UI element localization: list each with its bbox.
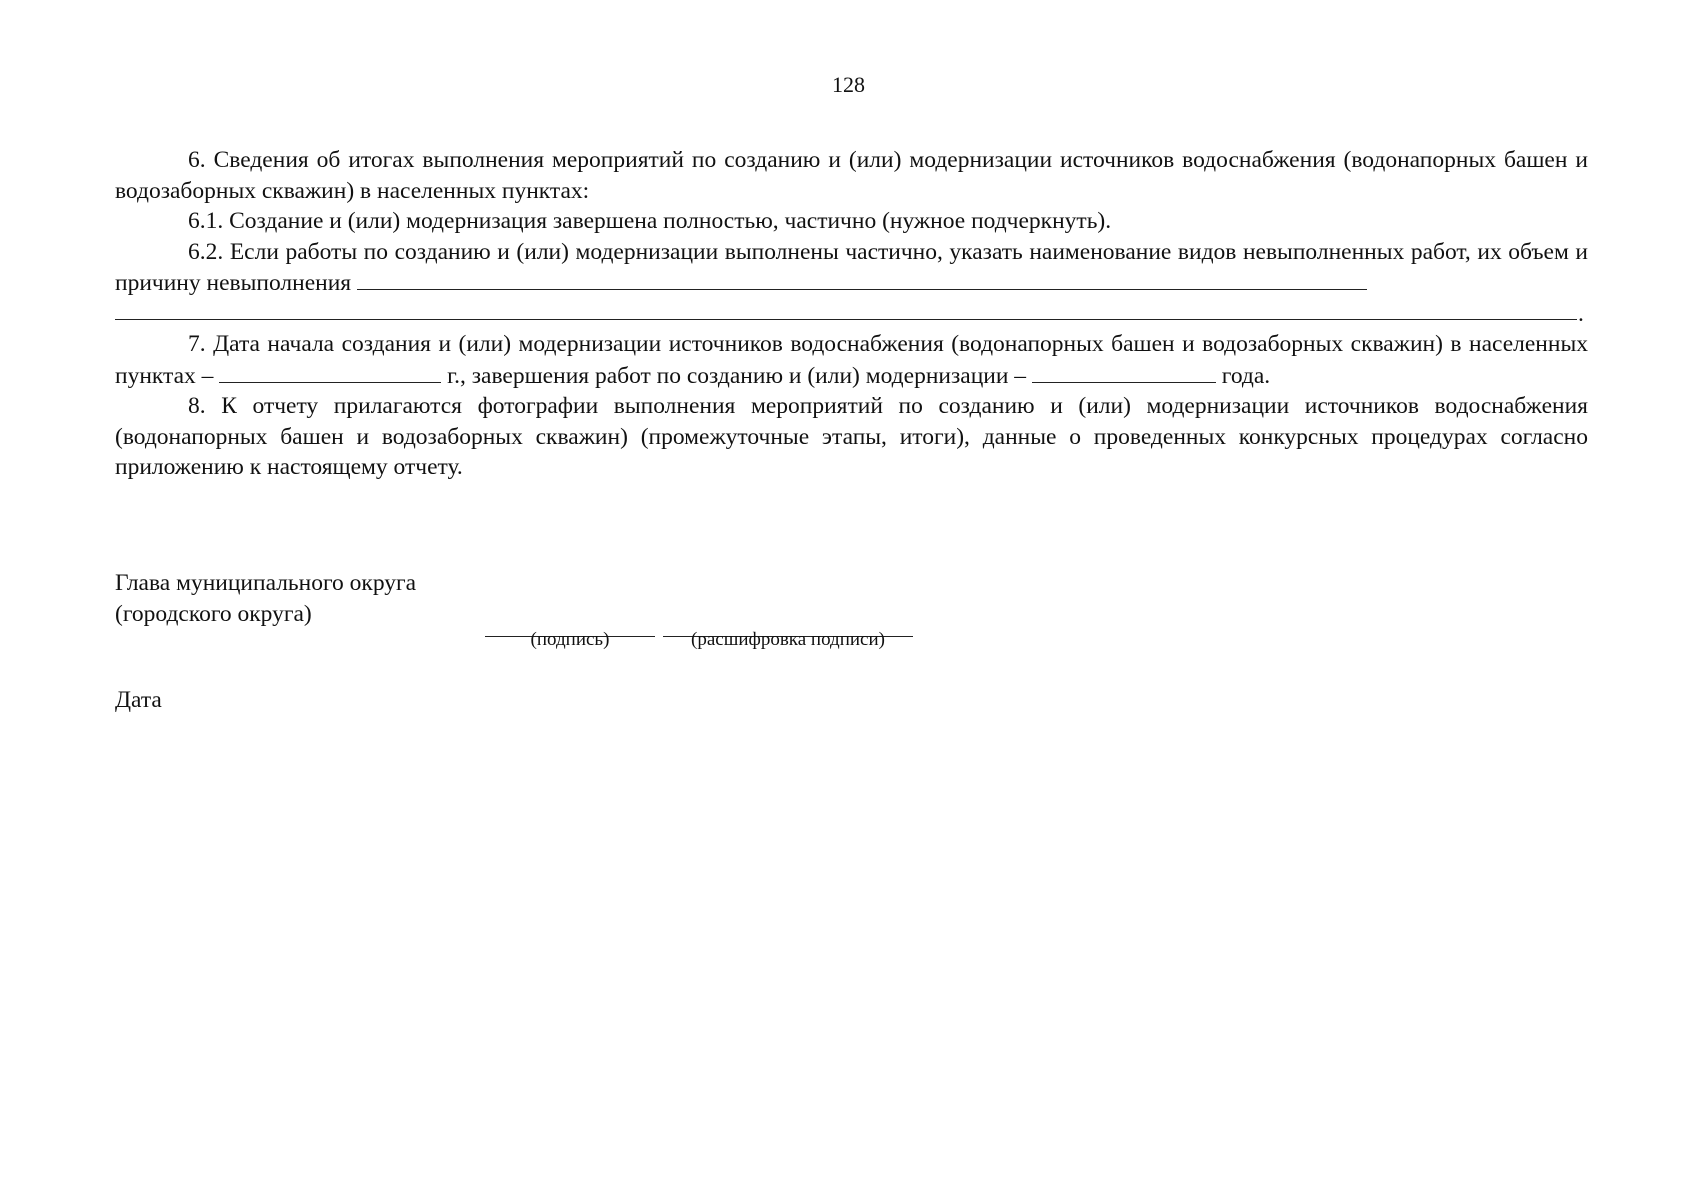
- signatory-title-line-1: Глава муниципального округа: [115, 570, 417, 596]
- page-number: 128: [832, 72, 865, 97]
- signature-decoding-caption: (расшифровка подписи): [691, 629, 885, 650]
- paragraph-7-text-1: 7. Дата начала создания и (или) модернизации источников водоснабжения (водонапорных башен и водозаборных скважин) в населенных пунктах –: [115, 331, 1588, 389]
- unfinished-works-blank-line-2[interactable]: [115, 299, 1577, 320]
- end-date-blank[interactable]: [1032, 360, 1216, 383]
- document-body: [115, 145, 1588, 483]
- signatory-title: [115, 568, 416, 630]
- unfinished-works-continuation: [115, 299, 1588, 330]
- paragraph-7-text-2: г., завершения работ по созданию и (или) модернизации –: [447, 362, 1027, 389]
- paragraph-6: 6. Сведения об итогах выполнения мероприятий по созданию и (или) модернизации источников водоснабжения (водонапорных башен и водозаборных скважин) в населенных пунктах:: [115, 147, 1588, 204]
- date-label: Дата: [115, 687, 162, 713]
- start-date-blank[interactable]: [219, 360, 441, 383]
- paragraph-7-text-3: года.: [1221, 362, 1271, 389]
- signature-caption: (подпись): [530, 629, 610, 650]
- paragraph-7: [115, 329, 1588, 391]
- paragraph-6-1: 6.1. Создание и (или) модернизация завершена полностью, частично (нужное подчеркнуть).: [188, 208, 1112, 234]
- paragraph-8: 8. К отчету прилагаются фотографии выполнения мероприятий по созданию и (или) модернизации источников водоснабжения (водонапорных башен и водозаборных скважин) (промежуточные этапы, итоги), данные о проведенных конкурсных процедурах согласно приложению к настоящему отчету.: [115, 393, 1588, 480]
- signatory-title-line-2: (городского округа): [115, 601, 312, 627]
- unfinished-works-blank[interactable]: [357, 267, 1367, 290]
- paragraph-6-2-text: 6.2. Если работы по созданию и (или) модернизации выполнены частично, указать наименование видов невыполненных работ, их объем и причину невыполнения: [115, 238, 1588, 296]
- paragraph-6-2: [115, 237, 1588, 299]
- period-mark: .: [1578, 300, 1584, 327]
